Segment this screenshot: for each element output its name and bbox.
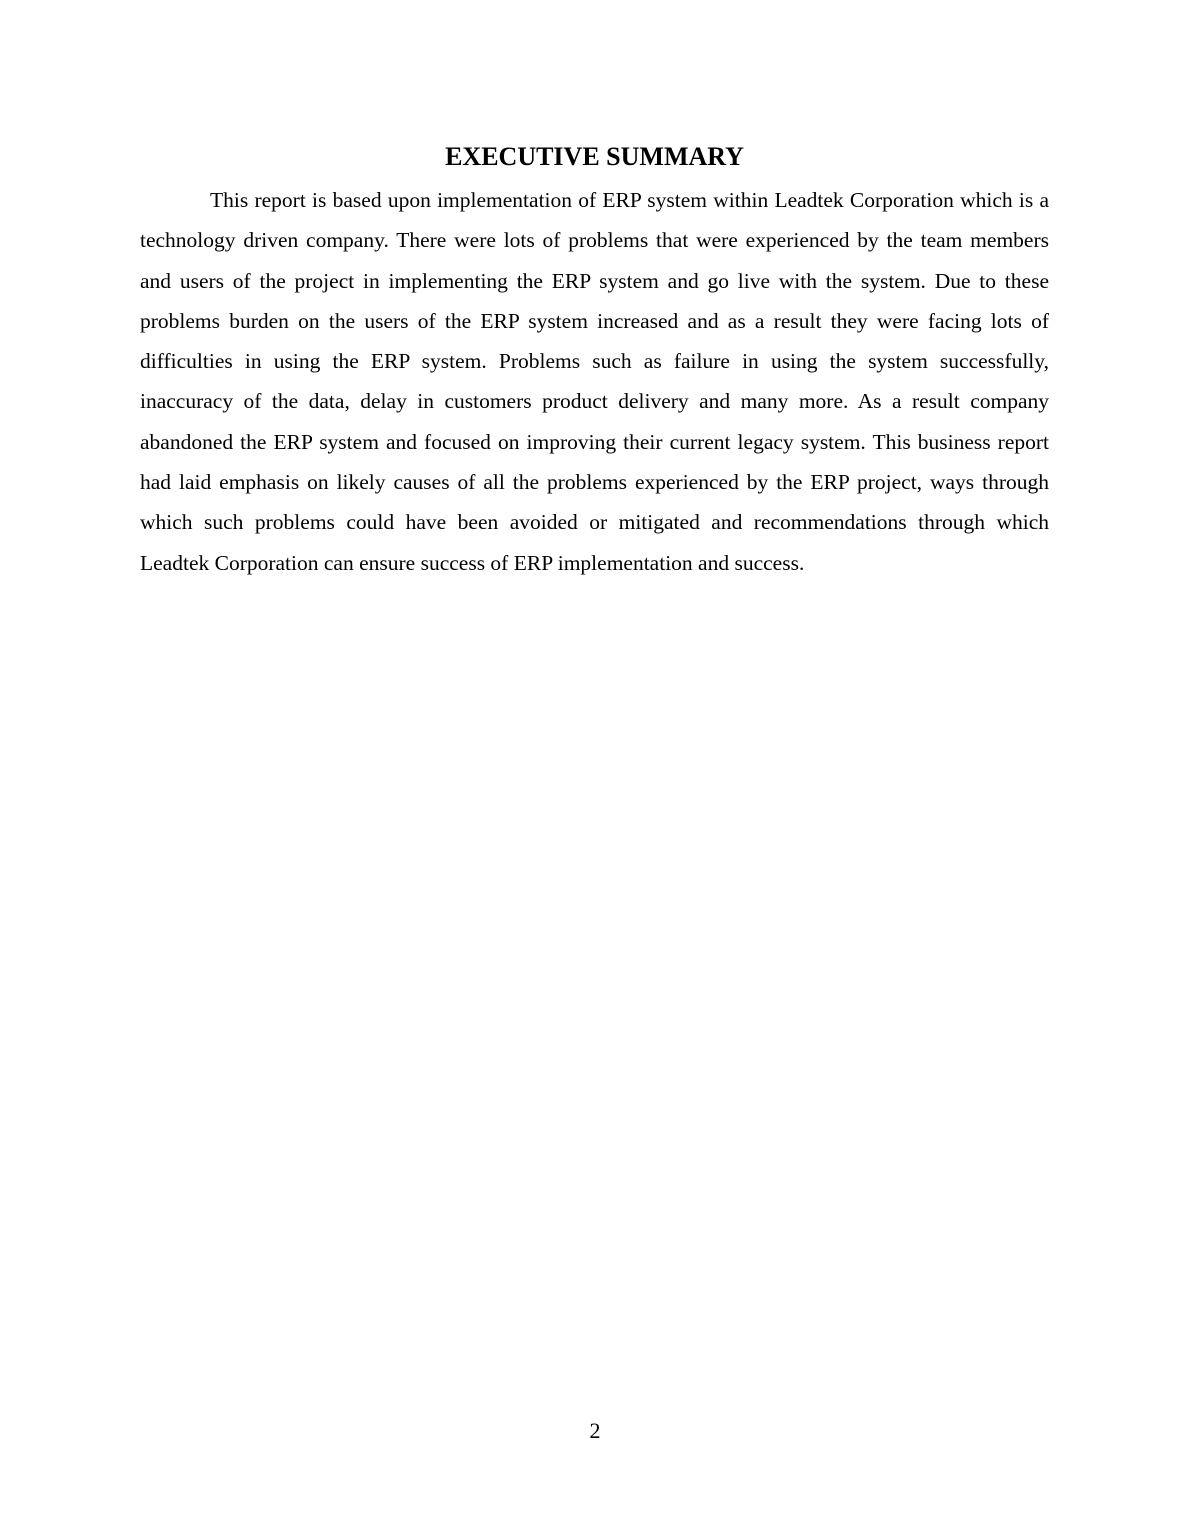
section-heading: EXECUTIVE SUMMARY [445, 142, 744, 171]
summary-paragraph: This report is based upon implementation of ERP system within Leadtek Corporation which is a technology driven company. There were lots of problems that were experienced by the team members and users of the project in implementing the ERP system and go live with the system. Due to these problems burden on the users of the ERP system increased and as a result they were facing lots of difficulties in using the ERP system. Problems such as failure in using the system successfully, inaccuracy of the data, delay in customers product delivery and many more. As a result company abandoned the ERP system and focused on improving their current legacy system. This business report had laid emphasis on likely causes of all the problems experienced by the ERP project, ways through which such problems could have been avoided or mitigated and recommendations through which Leadtek Corporation can ensure success of ERP implementation and success. [140, 188, 1049, 575]
page-number: 2 [589, 1418, 601, 1443]
